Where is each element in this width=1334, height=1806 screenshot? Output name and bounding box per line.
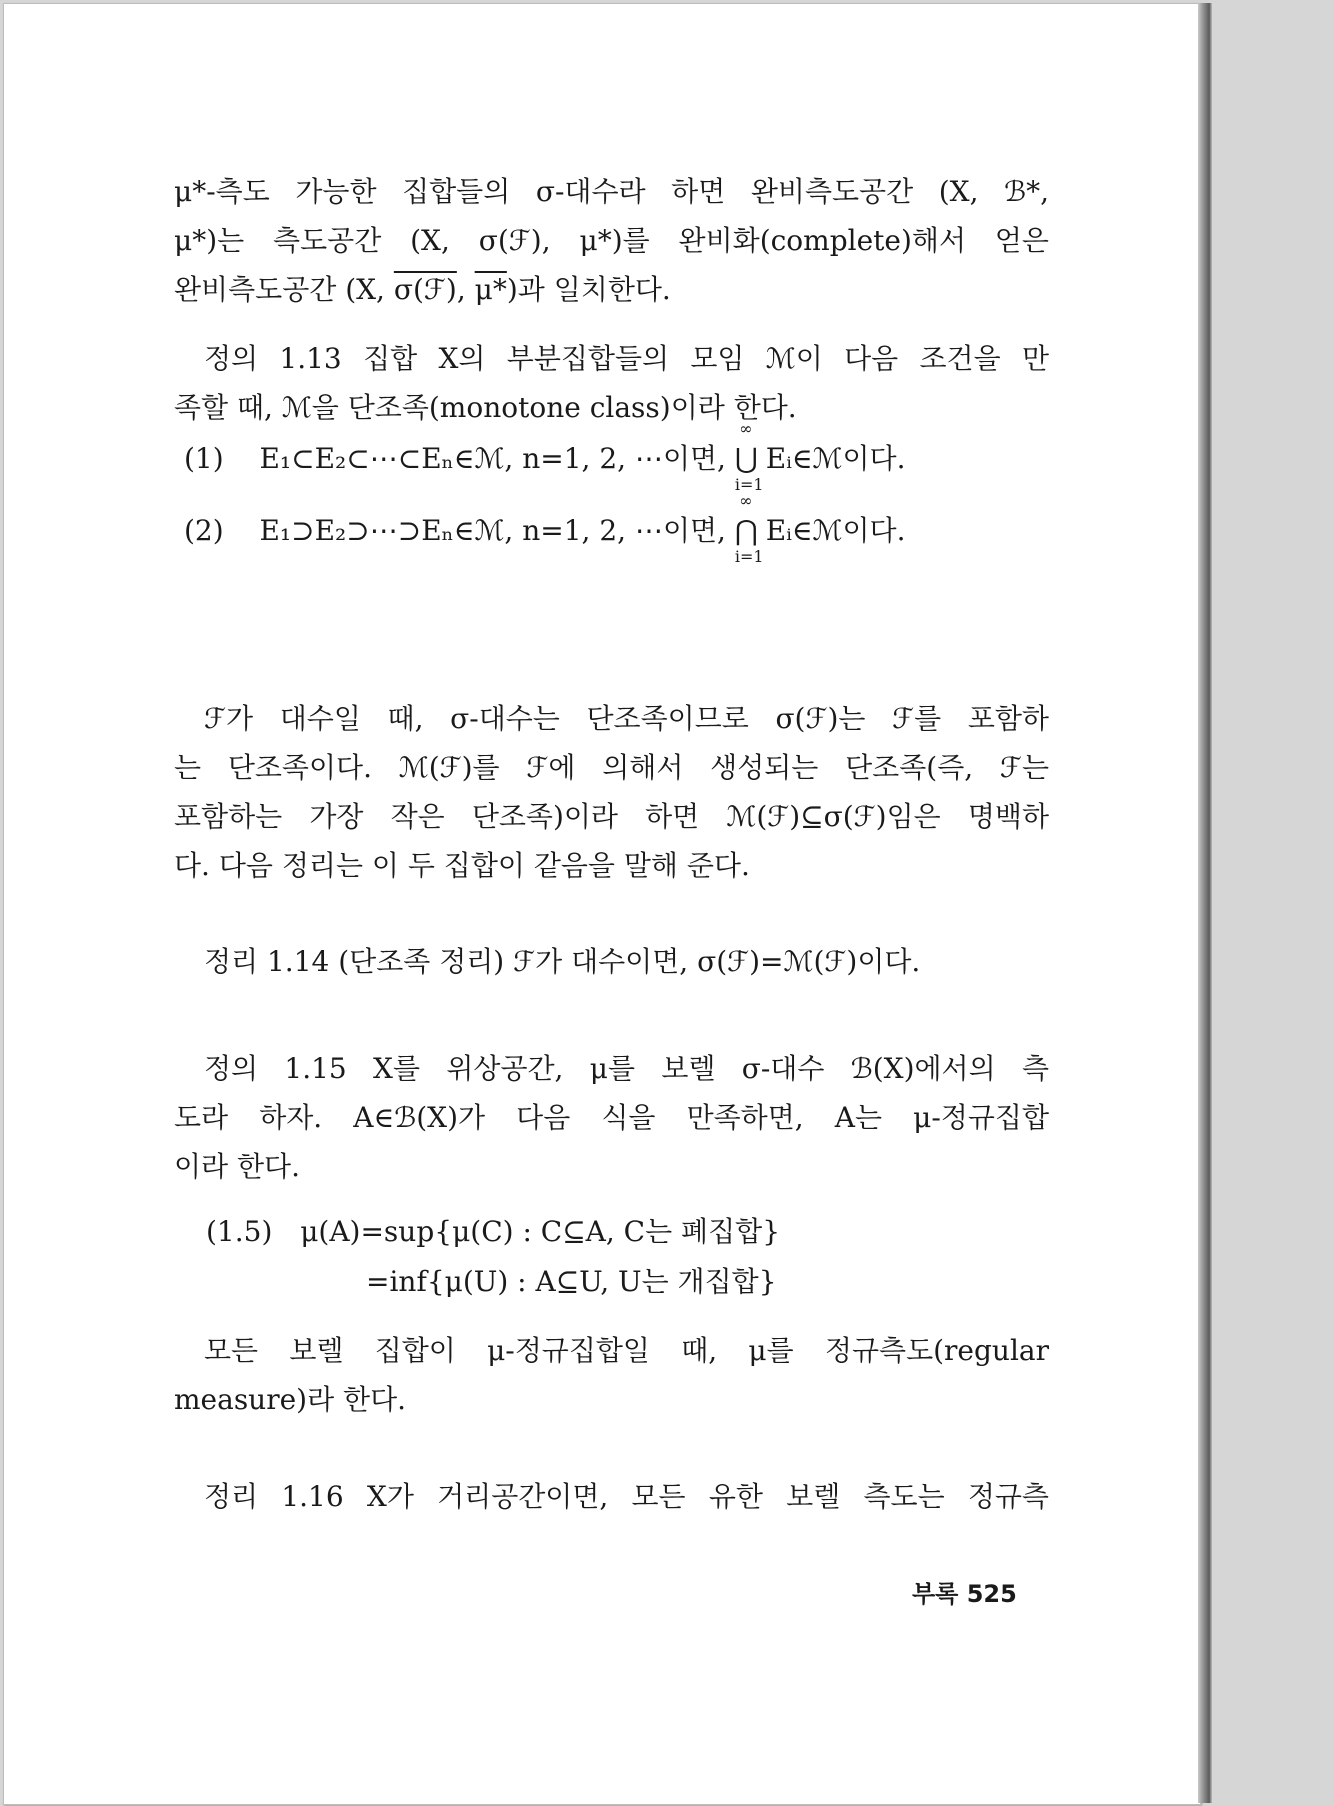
condition-2-tail: Eᵢ∈ℳ이다. [765, 514, 906, 547]
def-1-15-line-1: 정의 1.15 X를 위상공간, μ를 보렐 σ-대수 ℬ(X)에서의 측 [204, 1052, 1049, 1085]
definition-1-13 [174, 334, 1049, 432]
def-1-13-condition-1 [184, 419, 906, 494]
union-lower-limit: i=1 [734, 475, 764, 494]
regular-line-1: 모든 보렐 집합이 μ-정규집합일 때, μ를 정규측도(regular [204, 1334, 1049, 1367]
monotone-line-1: ℱ가 대수일 때, σ-대수는 단조족이므로 σ(ℱ)는 ℱ를 포함하 [204, 702, 1049, 735]
regular-line-2: measure)라 한다. [174, 1383, 407, 1416]
intro-paragraph [174, 167, 1049, 314]
intro-line-3: 완비측도공간 (X, σ(ℱ), μ*)과 일치한다. [174, 273, 671, 306]
definition-1-15 [174, 1044, 1049, 1191]
equation-line-1: μ(A)=sup{μ(C) : C⊆A, C는 폐집합} [300, 1215, 781, 1248]
intro-line-1: μ*-측도 가능한 집합들의 σ-대수라 하면 완비측도공간 (X, ℬ*, [174, 175, 1049, 208]
equation-1-5 [206, 1207, 780, 1256]
union-upper-limit: ∞ [739, 419, 753, 438]
intro-line-2: μ*)는 측도공간 (X, σ(ℱ), μ*)를 완비화(complete)해서 얻은 [174, 224, 1049, 257]
equation-line-2: =inf{μ(U) : A⊆U, U는 개집합} [366, 1265, 777, 1298]
condition-2-text: E₁⊃E₂⊃⋯⊃Eₙ∈ℳ, n=1, 2, ⋯이면, [259, 514, 735, 547]
equation-number: (1.5) [206, 1215, 273, 1248]
condition-1-text: E₁⊂E₂⊂⋯⊂Eₙ∈ℳ, n=1, 2, ⋯이면, [259, 442, 735, 475]
page-number: 부록 525 [912, 1580, 1017, 1608]
regular-measure-paragraph [174, 1326, 1049, 1424]
equation-1-5-continued [366, 1257, 777, 1306]
intersection-operator: ∞ ⋂ i=1 [735, 506, 757, 555]
def-1-13-line-2: 족할 때, ℳ을 단조족(monotone class)이라 한다. [174, 391, 797, 424]
closure-sigma-F: σ(ℱ) [393, 273, 457, 306]
monotone-line-3: 포함하는 가장 작은 단조족)이라 하면 ℳ(ℱ)⊆σ(ℱ)임은 명백하 [174, 800, 1049, 833]
def-1-15-line-2: 도라 하자. A∈ℬ(X)가 다음 식을 만족하면, A는 μ-정규집합 [174, 1101, 1049, 1134]
def-1-13-condition-2 [184, 491, 906, 566]
thm-1-16-line-1: 정리 1.16 X가 거리공간이면, 모든 유한 보렐 측도는 정규측 [204, 1480, 1049, 1513]
page-edge-shadow [1198, 3, 1212, 1803]
def-1-13-line-1: 정의 1.13 집합 X의 부분집합들의 모임 ℳ이 다음 조건을 만 [204, 342, 1049, 375]
monotone-line-4: 다. 다음 정리는 이 두 집합이 같음을 말해 준다. [174, 849, 750, 882]
book-page [3, 3, 1201, 1805]
monotone-line-2: 는 단조족이다. ℳ(ℱ)를 ℱ에 의해서 생성되는 단조족(즉, ℱ는 [174, 751, 1049, 784]
union-operator: ∞ ⋃ i=1 [735, 434, 757, 483]
condition-1-label: (1) [184, 442, 224, 475]
def-1-15-line-3: 이라 한다. [174, 1150, 300, 1183]
condition-2-label: (2) [184, 514, 224, 547]
intersection-lower-limit: i=1 [734, 547, 764, 566]
theorem-1-14 [174, 937, 1049, 986]
monotone-paragraph [174, 694, 1049, 890]
theorem-1-16 [174, 1472, 1049, 1521]
condition-1-tail: Eᵢ∈ℳ이다. [765, 442, 906, 475]
intersection-upper-limit: ∞ [739, 491, 753, 510]
thm-1-14-line-1: 정리 1.14 (단조족 정리) ℱ가 대수이면, σ(ℱ)=ℳ(ℱ)이다. [204, 945, 921, 978]
closure-mu-star: μ* [474, 273, 507, 306]
